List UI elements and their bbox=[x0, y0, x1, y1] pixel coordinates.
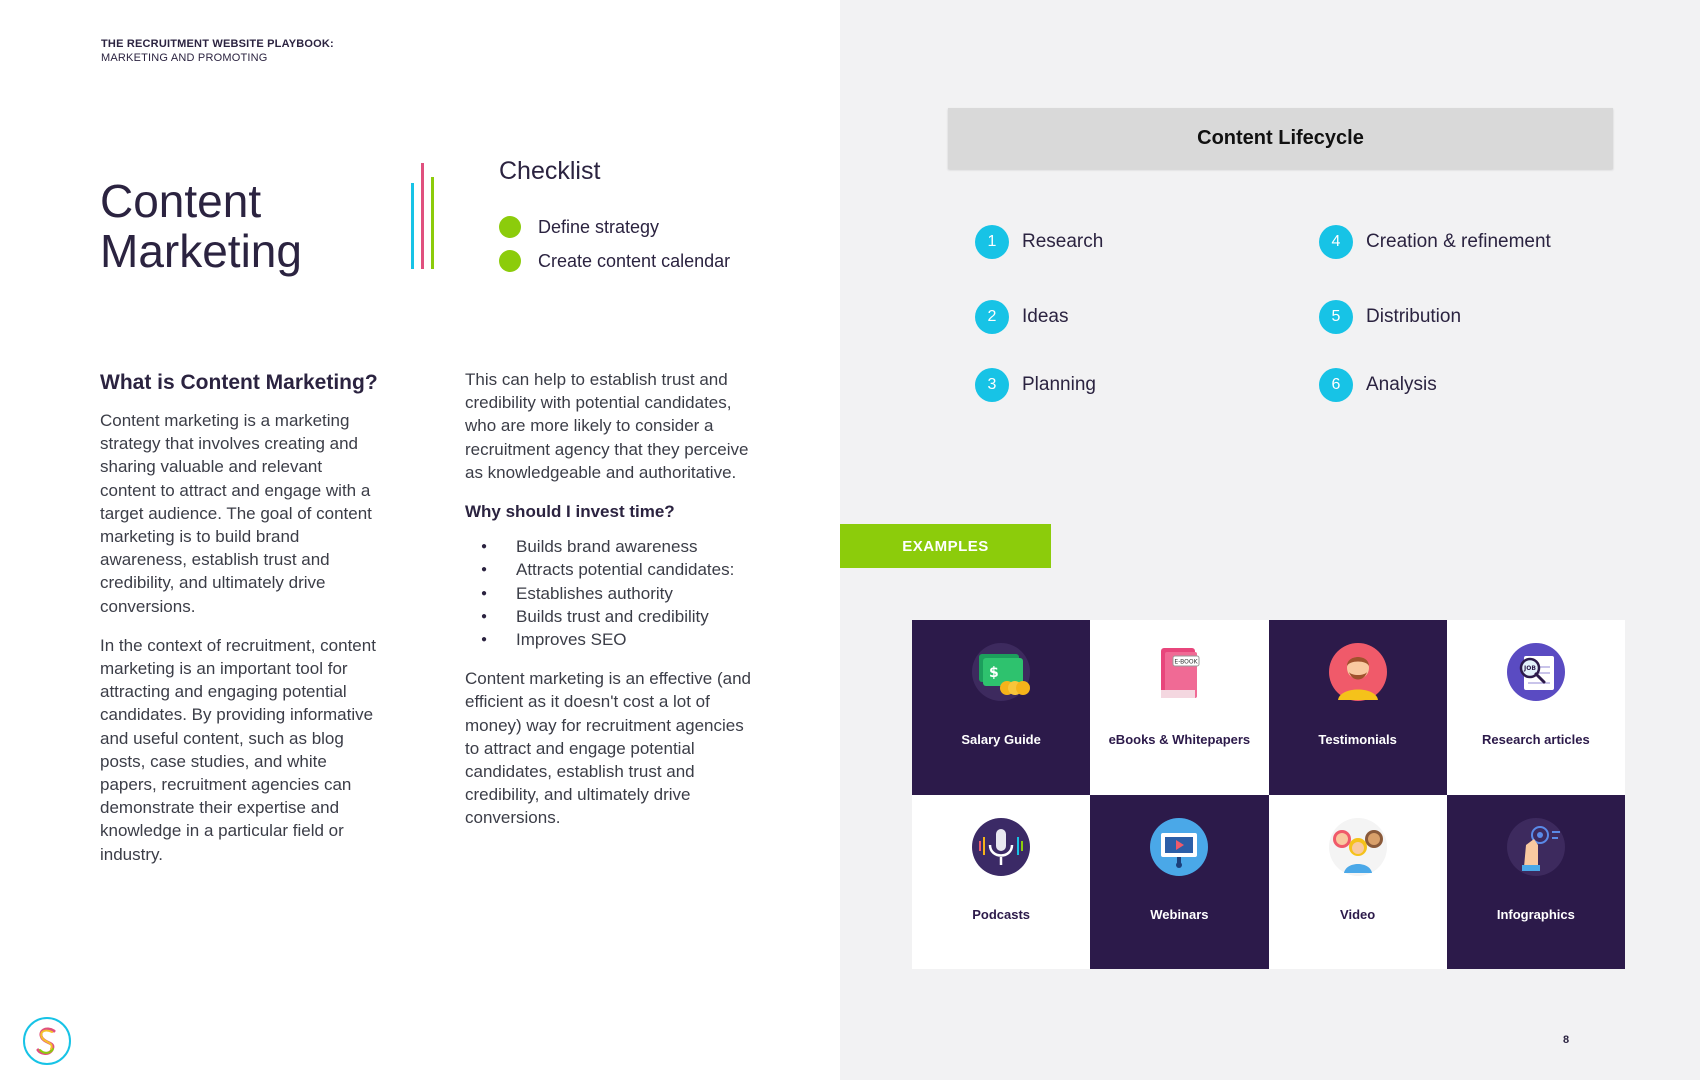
step-number-badge: 6 bbox=[1319, 368, 1353, 402]
lifecycle-header bbox=[948, 108, 1613, 169]
check-bullet-icon bbox=[499, 250, 521, 272]
lifecycle-step bbox=[975, 299, 1068, 335]
checklist-title: Checklist bbox=[499, 157, 601, 185]
header-subtitle: MARKETING AND PROMOTING bbox=[101, 52, 268, 64]
step-number-badge: 1 bbox=[975, 225, 1009, 259]
lifecycle-step bbox=[1319, 367, 1437, 403]
example-tile-ebooks bbox=[1090, 620, 1268, 795]
svg-text:$: $ bbox=[989, 665, 999, 681]
lifecycle-step bbox=[1319, 224, 1551, 260]
step-number-badge: 4 bbox=[1319, 225, 1353, 259]
page-title bbox=[100, 176, 302, 276]
bullet-item: ● Builds trust and credibility bbox=[465, 605, 755, 628]
example-tile-video bbox=[1269, 795, 1447, 970]
webinar-icon bbox=[1147, 815, 1211, 879]
bullet-list bbox=[465, 535, 755, 651]
text-column-2 bbox=[465, 368, 755, 846]
paragraph: Content marketing is a marketing strategy that involves creating and sharing valuable and relevant content to attract and engage with a target audience. The goal of content marketing is to build brand awareness, establish trust and credibility, and ultimately drive conversions. bbox=[100, 411, 372, 616]
examples-tab: EXAMPLES bbox=[840, 524, 1051, 568]
left-page bbox=[0, 0, 840, 1080]
bullet-item: ● Establishes authority bbox=[465, 582, 755, 605]
tile-label: Podcasts bbox=[972, 906, 1031, 922]
step-label: Analysis bbox=[1366, 374, 1437, 395]
subheading: Why should I invest time? bbox=[465, 502, 675, 522]
ebook-icon bbox=[1147, 640, 1211, 704]
example-tile-testimonials bbox=[1269, 620, 1447, 795]
decorative-lines-icon bbox=[410, 163, 440, 271]
step-label: Distribution bbox=[1366, 306, 1462, 327]
example-tile-podcasts bbox=[912, 795, 1090, 970]
page-title-line1: Content bbox=[100, 175, 262, 227]
checklist-item bbox=[499, 244, 730, 278]
infographic-icon bbox=[1504, 815, 1568, 879]
lifecycle-step bbox=[975, 224, 1103, 260]
group-icon bbox=[1326, 815, 1390, 879]
step-number-badge: 2 bbox=[975, 300, 1009, 334]
bullet-item: ● Attracts potential candidates: bbox=[465, 558, 755, 581]
step-label: Creation & refinement bbox=[1366, 231, 1551, 252]
right-page bbox=[840, 0, 1700, 1080]
lifecycle-step bbox=[975, 367, 1096, 403]
section-heading: What is Content Marketing? bbox=[100, 371, 378, 394]
ebook-badge-text: E-BOOK bbox=[1174, 658, 1198, 666]
step-label: Ideas bbox=[1022, 306, 1069, 327]
bullet-item: ● Improves SEO bbox=[465, 628, 755, 651]
tile-label: Infographics bbox=[1496, 906, 1575, 922]
page-title-line2: Marketing bbox=[100, 225, 302, 277]
lifecycle-step bbox=[1319, 299, 1461, 335]
lifecycle-title: Content Lifecycle bbox=[1197, 127, 1364, 149]
tile-label: Research articles bbox=[1482, 732, 1590, 747]
checklist-item-label: Create content calendar bbox=[538, 250, 731, 271]
brand-logo-icon bbox=[22, 1016, 72, 1066]
paragraph: This can help to establish trust and credibility with potential candidates, who are more likely to consider a recruitment agency that they perceive as knowledgeable and authoritative. bbox=[465, 370, 749, 482]
step-number-badge: 3 bbox=[975, 368, 1009, 402]
tile-label: Testimonials bbox=[1318, 732, 1397, 747]
examples-grid bbox=[912, 620, 1625, 969]
example-tile-infographics bbox=[1447, 795, 1625, 970]
person-icon bbox=[1326, 640, 1390, 704]
step-label: Research bbox=[1022, 231, 1104, 252]
example-tile-salary-guide bbox=[912, 620, 1090, 795]
example-tile-webinars bbox=[1090, 795, 1268, 970]
header-title: THE RECRUITMENT WEBSITE PLAYBOOK: bbox=[101, 38, 334, 50]
microphone-icon bbox=[969, 815, 1033, 879]
paragraph: In the context of recruitment, content marketing is an important tool for attracting and engaging potential candidates. By providing informative and useful content, such as blog posts, case studies, and white papers, recruitment agencies can demonstrate their expertise and knowledge in a particular field or industry. bbox=[100, 635, 376, 864]
example-tile-research-articles bbox=[1447, 620, 1625, 795]
checklist-item-label: Define strategy bbox=[538, 216, 660, 237]
check-bullet-icon bbox=[499, 216, 521, 238]
tile-label: Webinars bbox=[1150, 906, 1209, 922]
step-number-badge: 5 bbox=[1319, 300, 1353, 334]
checklist-item bbox=[499, 210, 730, 244]
step-label: Planning bbox=[1022, 374, 1096, 395]
tile-label: Video bbox=[1340, 906, 1376, 922]
page-number: 8 bbox=[1563, 1034, 1570, 1046]
tile-label: Salary Guide bbox=[961, 732, 1041, 747]
checklist bbox=[499, 210, 730, 278]
research-badge-text: JOB bbox=[1523, 665, 1536, 672]
text-column-1 bbox=[100, 368, 380, 882]
tile-label: eBooks & Whitepapers bbox=[1108, 732, 1251, 747]
money-icon bbox=[969, 640, 1033, 704]
research-icon bbox=[1504, 640, 1568, 704]
paragraph: Content marketing is an effective (and efficient as it doesn't cost a lot of money) way for recruitment agencies to attract and engage potential candidates, establish trust and credibility, and ultimately drive conversions. bbox=[465, 669, 752, 828]
bullet-item: ● Builds brand awareness bbox=[465, 535, 755, 558]
